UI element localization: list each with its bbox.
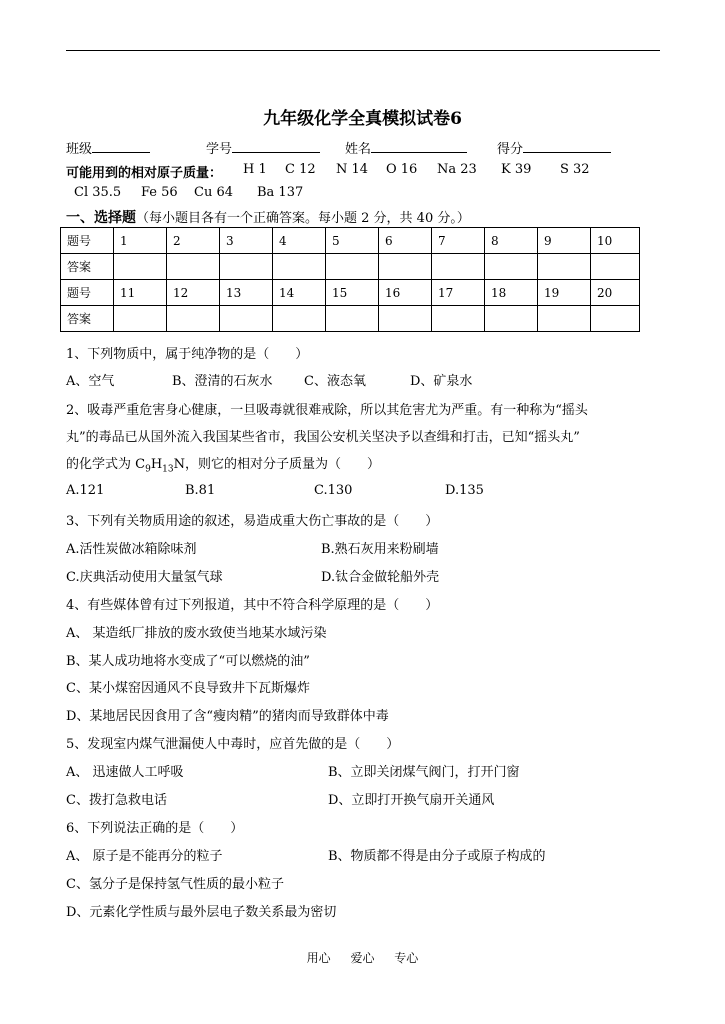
question-number: 8 [485,228,538,254]
question-6-option-a[interactable]: A、 原子是不能再分的粒子 [66,849,223,864]
answer-cell[interactable] [485,254,538,280]
question-number: 17 [432,280,485,306]
question-6-option-c[interactable]: C、氢分子是保持氢气性质的最小粒子 [66,877,284,892]
question-5-stem: 5、发现室内煤气泄漏使人中毒时，应首先做的是（ ） [66,737,400,752]
page-title: 九年级化学全真模拟试卷6 [263,109,462,129]
question-4-stem: 4、有些媒体曾有过下列报道，其中不符合科学原理的是（ ） [66,598,439,613]
question-3-option-d[interactable]: D.钛合金做轮船外壳 [321,570,440,585]
question-2-option-b[interactable]: B.81 [185,483,216,498]
question-4-option-c[interactable]: C、某小煤窑因通风不良导致井下瓦斯爆炸 [66,681,310,696]
question-3-stem: 3、下列有关物质用途的叙述，易造成重大伤亡事故的是（ ） [66,514,439,529]
question-number: 9 [538,228,591,254]
answer-cell[interactable] [326,254,379,280]
question-number: 16 [379,280,432,306]
mass-cl: Cl 35.5 [74,185,122,200]
label-question-no: 题号 [61,228,114,254]
name-field: 姓名 [345,138,467,157]
mass-o: O 16 [386,162,418,177]
answer-cell[interactable] [432,254,485,280]
question-5-option-a[interactable]: A、 迅速做人工呼吸 [66,765,184,780]
table-row [61,280,640,306]
atomic-mass-label: 可能用到的相对原子质量： [66,166,223,181]
question-1-option-c[interactable]: C、液态氧 [304,374,366,389]
question-number: 7 [432,228,485,254]
student-id-field: 学号 [206,138,320,157]
answer-cell[interactable] [326,306,379,332]
mass-k: K 39 [501,162,532,177]
header-rule [66,50,660,51]
table-row [61,228,640,254]
question-4-option-a[interactable]: A、 某造纸厂排放的废水致使当地某水域污染 [66,626,327,641]
question-1-stem: 1、下列物质中，属于纯净物的是（ ） [66,347,309,362]
question-number: 19 [538,280,591,306]
question-1-option-b[interactable]: B、澄清的石灰水 [172,374,273,389]
answer-cell[interactable] [167,306,220,332]
answer-cell[interactable] [114,306,167,332]
question-2-stem-line-3: 的化学式为 $C_9H_{13}N$，则它的相对分子质量为（ ） [66,457,381,475]
question-2-option-c[interactable]: C.130 [314,483,353,498]
mass-s: S 32 [560,162,590,177]
answer-cell[interactable] [220,306,273,332]
answer-table [60,227,640,332]
question-number: 12 [167,280,220,306]
question-number: 15 [326,280,379,306]
answer-cell[interactable] [432,306,485,332]
question-number: 14 [273,280,326,306]
question-4-option-b[interactable]: B、某人成功地将水变成了“可以燃烧的油” [66,654,310,669]
question-number: 2 [167,228,220,254]
mass-na: Na 23 [437,162,477,177]
question-number: 6 [379,228,432,254]
question-number: 11 [114,280,167,306]
question-5-option-b[interactable]: B、立即关闭煤气阀门，打开门窗 [328,765,520,780]
answer-cell[interactable] [485,306,538,332]
answer-cell[interactable] [379,254,432,280]
answer-cell[interactable] [379,306,432,332]
table-row [61,306,640,332]
label-question-no: 题号 [61,280,114,306]
question-3-option-c[interactable]: C.庆典活动使用大量氢气球 [66,570,223,585]
answer-cell[interactable] [273,306,326,332]
question-number: 5 [326,228,379,254]
question-number: 10 [591,228,640,254]
answer-cell[interactable] [591,306,640,332]
question-6-option-d[interactable]: D、元素化学性质与最外层电子数关系最为密切 [66,905,337,920]
question-1-option-a[interactable]: A、空气 [66,374,115,389]
mass-n: N 14 [336,162,369,177]
question-number: 18 [485,280,538,306]
class-field: 班级 [66,138,150,157]
question-number: 1 [114,228,167,254]
question-3-option-b[interactable]: B.熟石灰用来粉刷墙 [321,542,439,557]
score-field: 得分 [497,138,611,157]
answer-cell[interactable] [538,254,591,280]
answer-cell[interactable] [114,254,167,280]
page-footer: 用心 爱心 专心 [306,951,419,965]
answer-cell[interactable] [220,254,273,280]
label-answer: 答案 [61,254,114,280]
label-answer: 答案 [61,306,114,332]
mass-c: C 12 [285,162,316,177]
question-number: 3 [220,228,273,254]
mass-cu: Cu 64 [194,185,233,200]
section-heading: 一、选择题（每小题目各有一个正确答案。每小题 2 分，共 40 分。） [66,210,470,226]
table-row [61,254,640,280]
question-2-stem-line-2: 丸”的毒品已从国外流入我国某些省市，我国公安机关坚决予以查缉和打击，已知“摇头丸” [66,430,580,445]
question-3-option-a[interactable]: A.活性炭做冰箱除味剂 [66,542,197,557]
answer-cell[interactable] [591,254,640,280]
question-2-option-a[interactable]: A.121 [66,483,105,498]
question-2-option-d[interactable]: D.135 [445,483,484,498]
answer-cell[interactable] [273,254,326,280]
question-2-stem-line-1: 2、吸毒严重危害身心健康，一旦吸毒就很难戒除，所以其危害尤为严重。有一种称为“摇头 [66,403,588,418]
mass-h: H 1 [243,162,267,177]
question-1-option-d[interactable]: D、矿泉水 [410,374,473,389]
question-number: 20 [591,280,640,306]
question-number: 4 [273,228,326,254]
question-5-option-d[interactable]: D、立即打开换气扇开关通风 [328,793,495,808]
question-6-option-b[interactable]: B、物质都不得是由分子或原子构成的 [328,849,546,864]
answer-cell[interactable] [538,306,591,332]
mass-ba: Ba 137 [257,185,304,200]
question-6-stem: 6、下列说法正确的是（ ） [66,821,244,836]
mass-fe: Fe 56 [141,185,178,200]
question-4-option-d[interactable]: D、某地居民因食用了含“瘦肉精”的猪肉而导致群体中毒 [66,709,389,724]
question-5-option-c[interactable]: C、拨打急救电话 [66,793,167,808]
answer-cell[interactable] [167,254,220,280]
question-number: 13 [220,280,273,306]
